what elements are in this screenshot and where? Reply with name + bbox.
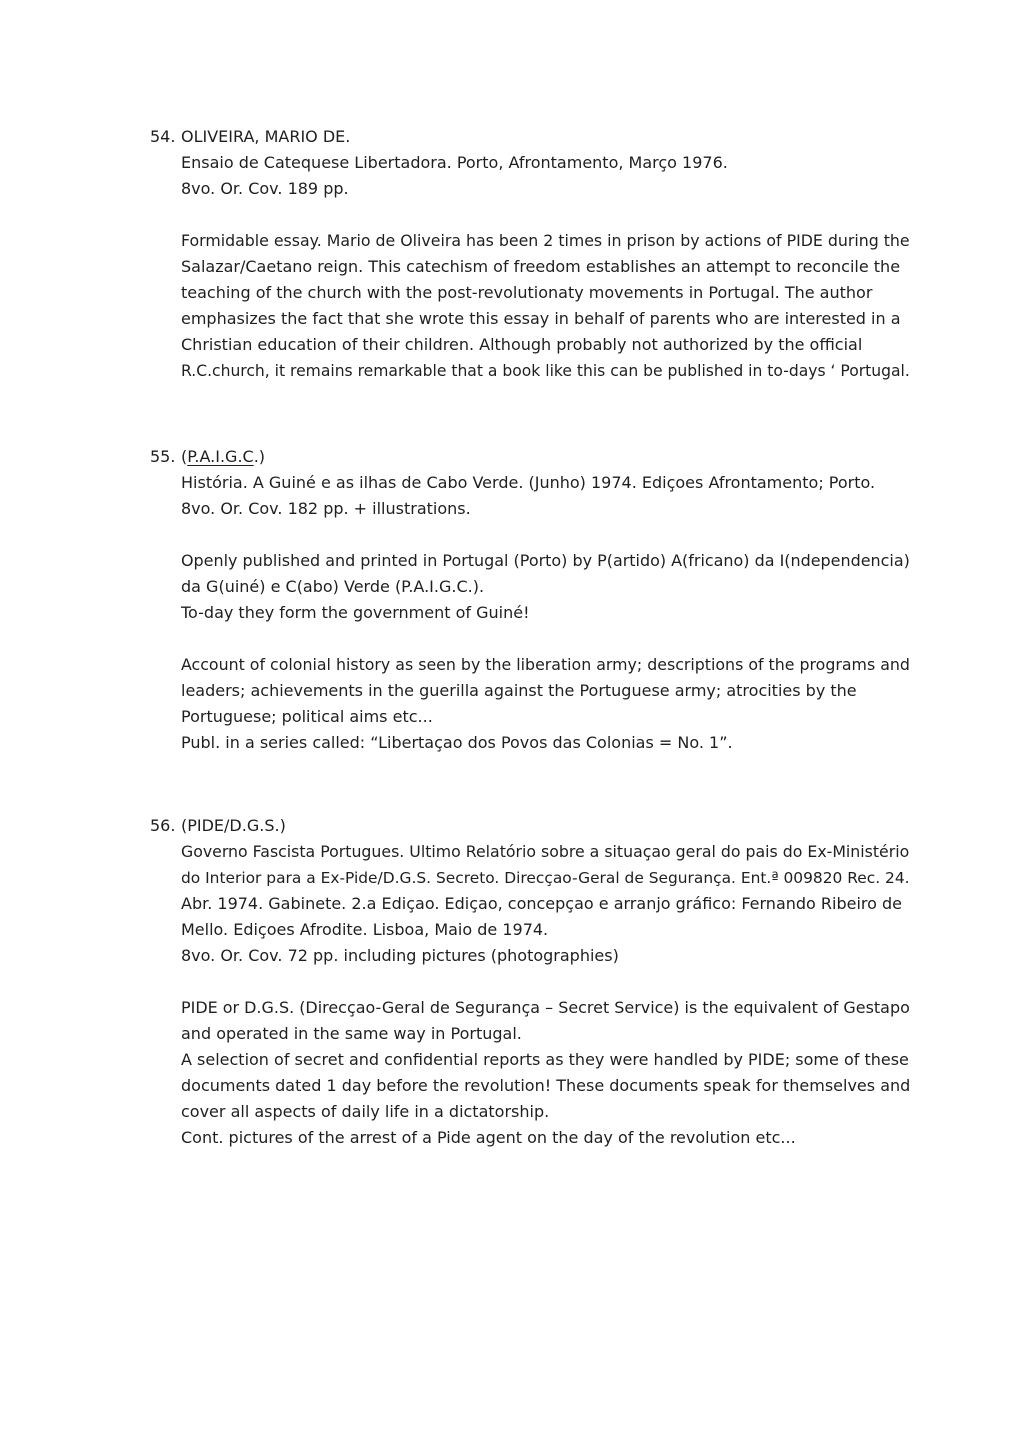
catalogue-entry-54 [150,124,910,384]
citation-line: Governo Fascista Portugues. Ultimo Relatório sobre a situaçao geral do pais do Ex-Ministério [181,842,910,861]
entry-number: 54. [150,127,176,146]
description-line: Christian education of their children. Although probably not authorized by the official [181,335,863,354]
entry-citation [181,470,910,522]
entry-header [150,813,910,839]
description-line: Openly published and printed in Portugal (Porto) by P(artido) A(fricano) da I(ndependencia) [181,551,910,570]
entry-description [181,228,910,384]
entry-heading: (PIDE/D.G.S.) [181,816,286,835]
citation-line: 8vo. Or. Cov. 182 pp. + illustrations. [181,499,471,518]
description-line: and operated in the same way in Portugal. [181,1024,522,1043]
entry-citation [181,150,910,202]
heading-underlined: P.A.I.G.C [187,447,254,466]
entry-citation [181,839,910,969]
catalogue-entry-55 [150,444,910,756]
description-line: Publ. in a series called: “Libertaçao dos Povos das Colonias = No. 1”. [181,733,733,752]
entry-body [181,839,910,1151]
description-line: Salazar/Caetano reign. This catechism of freedom establishes an attempt to reconcile the [181,257,901,276]
citation-line: História. A Guiné e as ilhas de Cabo Verde. (Junho) 1974. Ediçoes Afrontamento; Porto. [181,473,876,492]
description-line: Account of colonial history as seen by the liberation army; descriptions of the programs and [181,655,910,674]
description-line: cover all aspects of daily life in a dictatorship. [181,1102,550,1121]
citation-line: 8vo. Or. Cov. 189 pp. [181,179,349,198]
description-line: emphasizes the fact that she wrote this essay in behalf of parents who are interested in a [181,309,901,328]
entry-body [181,150,910,384]
citation-line: do Interior para a Ex-Pide/D.G.S. Secreto. Direcçao-Geral de Segurança. Ent.ª 009820 Rec. 24. [181,869,910,887]
entry-number: 56. [150,816,176,835]
citation-line: Abr. 1974. Gabinete. 2.a Ediçao. Ediçao, concepçao e arranjo gráfico: Fernando Ribeiro de [181,894,903,913]
citation-line: 8vo. Or. Cov. 72 pp. including pictures (photographies) [181,946,619,965]
description-line: da G(uiné) e C(abo) Verde (P.A.I.G.C.). [181,577,485,596]
entry-header [150,444,910,470]
entry-heading: OLIVEIRA, MARIO DE. [181,127,351,146]
description-line: R.C.church, it remains remarkable that a book like this can be published in to-days ‘ Portugal. [181,362,910,380]
description-line: Portuguese; political aims etc... [181,707,433,726]
description-line: documents dated 1 day before the revolution! These documents speak for themselves and [181,1076,911,1095]
description-line: teaching of the church with the post-revolutionaty movements in Portugal. The author [181,283,873,302]
entry-description [181,548,910,626]
heading-suffix: .) [253,447,266,466]
citation-line: Ensaio de Catequese Libertadora. Porto, Afrontamento, Março 1976. [181,153,728,172]
citation-line: Mello. Ediçoes Afrodite. Lisboa, Maio de 1974. [181,920,549,939]
entry-number: 55. [150,447,176,466]
description-line: A selection of secret and confidential reports as they were handled by PIDE; some of these [181,1050,909,1069]
entry-description [181,995,910,1151]
entry-description [181,652,910,756]
description-line: Formidable essay. Mario de Oliveira has been 2 times in prison by actions of PIDE during the [181,231,910,250]
heading-prefix: ( [181,447,188,466]
description-line: Cont. pictures of the arrest of a Pide agent on the day of the revolution etc... [181,1128,796,1147]
entry-heading [181,444,265,470]
description-line: leaders; achievements in the guerilla against the Portuguese army; atrocities by the [181,681,857,700]
catalogue-entry-56 [150,813,910,1151]
entry-body [181,470,910,756]
description-line: PIDE or D.G.S. (Direcçao-Geral de Segurança – Secret Service) is the equivalent of Gestapo [181,998,910,1017]
description-line: To-day they form the government of Guiné! [181,603,530,622]
entry-header [150,124,910,150]
